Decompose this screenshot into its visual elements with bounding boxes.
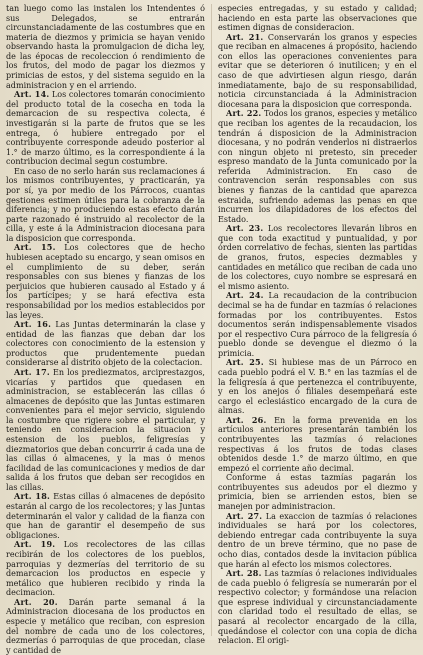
paragraph-text: Los colectores tomarán conocimiento del producto total de la cosecha en toda la demarcacion de su respectiva colecta, é investigarán si la parte de frutos que se les entrega, ó hubiere entregado por el contribuyente corresponde adeudo posterior al 1.° de marzo último, es la correspondiente á la contribucion decimal segun costumbre.: [6, 90, 205, 167]
paragraph-text: En caso de no serlo harán sus reclamaciones á los mismos contribuyentes, y practicarán, ya por sí, ya por medio de los Párrocos, cuantas gestiones estimen útiles para la cobranza de la diferencia; y no produciendo estas efecto darán parte razonado é instruido al recolector de la cilla, y este á la Administracion diocesana para la disposicion que corresponda.: [6, 166, 205, 243]
article-label: Art. 18.: [14, 491, 51, 502]
paragraph: [218, 109, 417, 224]
paragraph-text: Los recolectores de las cillas recibirán de los colectores de los pueblos, parroquias y dezmerías del territorio de su demarcacion los productos en especie y metálico que hubieren recibido y rinda la decimacion.: [6, 540, 206, 598]
paragraph-text: Estas cillas ó almacenes de depósito estarán al cargo de los recolectores; y las Juntas determinarán el valor y calidad de la fianza con que han de garantir el desempeño de sus obligaciones.: [6, 492, 205, 540]
article-label: Art. 14.: [14, 89, 50, 100]
paragraph: [218, 569, 417, 646]
article-label: Art. 25.: [226, 357, 264, 368]
paragraph: [6, 90, 205, 167]
paragraph-text: La exaccion de tazmías ó relaciones individuales se hará por los colectores, debiendo entregar cada contribuyente la suya dentro de un breve término, que no pase de ocho dias, contados desde la invitacion pública que harán al efecto los mismos colectores.: [218, 511, 417, 569]
paragraph-text: Las tazmías ó relaciones individuales de cada pueblo ó feligresía se numerarán por el respectivo colector; y formándose una relacion que esprese individual y circunstanciadamente con claridad todo el resultado de ellas, se pasará al recolector encargado de la cilla, quedándose el colector con una copia de dicha relacion. El origi-: [218, 569, 418, 646]
paragraph: [6, 540, 205, 597]
article-label: Art. 23.: [226, 223, 264, 234]
paragraph: [218, 512, 417, 569]
paragraph: [218, 358, 417, 415]
paragraph-text: especies entregadas, y su estado y calidad; haciendo en esta parte las observaciones que estimen dignas de consideracion.: [218, 4, 417, 33]
paragraph-text: Darán parte semanal á la Administracion diocesana de los productos en especie y metálico que reciban, con espresion del nombre de cada uno de los colectores, dezmerías ó parroquias de que procedan, clase y cantidad de: [6, 597, 205, 655]
paragraph: [6, 368, 205, 493]
article-label: Art. 27.: [226, 510, 263, 521]
paragraph-text: En los prediezmatos, arciprestazgos, vicarías y partidos que quedasen en administracion, se establecerán las cillas ó almacenes de depósito que las Juntas estimaren convenientes para el mejor servicio, siguiendo la costumbre que rigiere sobre el particular, y teniendo en consideracion la situacion y estension de los pueblos, feligresías y diezmatorios que deban concurrir á cada una de las cillas ó almacenes, y la mas ó menos facilidad de las comunicaciones y medios de dar salida á los frutos que deban ser recogidos en las cillas.: [6, 367, 205, 492]
article-label: Art. 24.: [226, 290, 264, 301]
paragraph: [6, 320, 205, 368]
paragraph-text: Conforme á estas tazmías pagarán los contribuyentes sus adeudos por el diezmo y primicia, bien se arrienden estos, bien se manejen por administracion.: [218, 473, 417, 512]
paragraph: [218, 33, 417, 110]
article-label: Art. 26.: [226, 414, 267, 425]
article-label: Art. 28.: [226, 568, 262, 579]
paragraph-text: Si hubiese mas de un Párroco en cada pueblo podrá el V. B.° en las tazmías el de la feligresía á que pertenezca el contribuyente, y en los anejos ó filiales desempeñará este cargo el eclesiástico encargado de la cura de almas.: [218, 358, 417, 416]
article-label: Art. 19.: [14, 539, 56, 550]
article-label: Art. 21.: [226, 31, 264, 42]
paragraph-text: Todos los granos, especies y metálico que reciban los agentes de la recaudacion, los tendrán á disposicion de la Administracion diocesana, y no podrán venderlos ni distraerlos con ningun objeto ni pretesto, sin preceder espreso mandato de la Junta comunicado por la referida Administracion. En caso de contravencion serán responsables con sus bienes y fianzas de la cantidad que aparezca estraida, sufriendo ademas las penas en que incurren los dilapidadores de los efectos del Estado.: [218, 109, 417, 224]
paragraph: [218, 291, 417, 358]
paragraph: [6, 598, 205, 655]
paragraph: [218, 416, 417, 473]
paragraph-text: En la forma prevenida en los artículos anteriores presentarán también los contribuyentes las tazmías ó relaciones respectivas á los frutos de todas clases obtenidos desde 1.° de marzo último, en que empezó el corriente año decimal.: [218, 415, 417, 473]
text-columns: [6, 4, 418, 655]
paragraph-text: Las Juntas determinarán la clase y entidad de las fianzas que deban dar los colectores con conocimiento de la estension y productos que prudentemente puedan considerarse al distrito objeto de la colectacion.: [6, 320, 206, 368]
paragraph: [6, 4, 205, 90]
paragraph-text: tan luego como las instalen los Intendentes ó sus Delegados, se entrarán circunstanciadamente de las costumbres que en materia de diezmos y primicia se hayan venido observando hasta la promulgacion de dicha ley, de las épocas de recoleccion ó rendimiento de los frutos, del modo de pagar los diezmos y primicias de estos, y del sistema seguido en la administracion y en el arriendo.: [6, 4, 205, 90]
article-label: Art. 17.: [14, 366, 50, 377]
column-divider: [211, 4, 212, 636]
paragraph: [6, 243, 205, 320]
article-label: Art. 15.: [14, 242, 56, 253]
paragraph: [6, 492, 205, 540]
paragraph: [6, 167, 205, 244]
paragraph-text: Los colectores que de hecho hubiesen aceptado su encargo, y sean omisos en el cumplimiento de su deber, serán responsables con sus bienes y fianzas de los perjuicios que hubieren causado al Estado y á los partícipes; y se hará efectiva esta responsabilidad por los medios establecidos por las leyes.: [6, 243, 206, 320]
paragraph: [218, 224, 417, 291]
article-label: Art. 22.: [226, 108, 262, 119]
article-label: Art. 16.: [14, 319, 52, 330]
paragraph: [218, 473, 417, 511]
article-label: Art. 20.: [14, 596, 58, 607]
right-column: [218, 4, 418, 646]
left-column: [6, 4, 206, 655]
paragraph-text: Los recolectores llevarán libros en que con toda exactitud y puntualidad, y por órden correlativo de fechas, sienten las partidas de granos, frutos, especies dezmables y cantidades en metálico que reciban de cada uno de los colectores, cuyo nombre se espresará en el mismo asiento.: [218, 224, 417, 291]
paragraph-text: La recaudacion de la contribucion decimal se ha de fundar en tazmías ó relaciones formadas por los contribuyentes. Estos documentos serán indispensablemente visados por el respectivo Cura párroco de la feligresía ó pueblo donde se devengue el diezmo ó la primicia.: [218, 291, 417, 358]
paragraph: [218, 4, 417, 33]
paragraph-text: Conservarán los granos y especies que reciban en almacenes á propósito, haciendo con ellos las operaciones convenientes para evitar que se deterioren ó inutilicen; y en el caso de que advirtiesen algun riesgo, darán inmediatamente, bajo de su responsabilidad, noticia circunstanciada á la Administracion diocesana para la disposicion que corresponda.: [218, 32, 417, 109]
